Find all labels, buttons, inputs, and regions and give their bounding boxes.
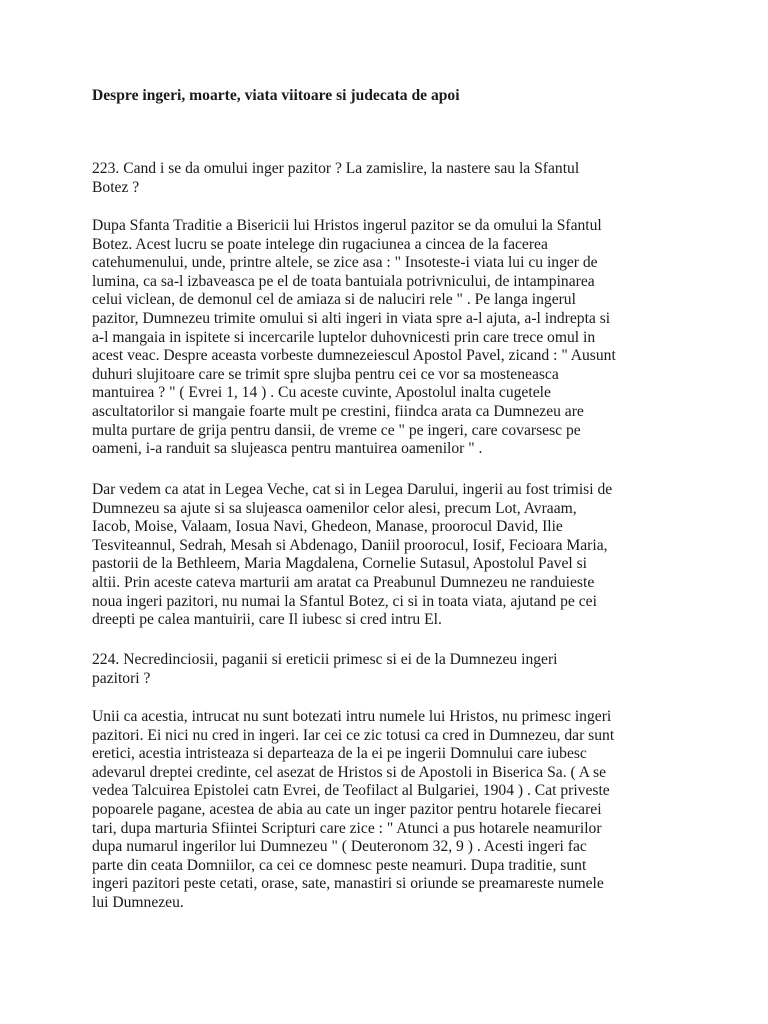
text-line: acest veac. Despre aceasta vorbeste dumnezeiescul Apostol Pavel, zicand : " Ausunt	[92, 347, 616, 365]
text-line: 223. Cand i se da omului inger pazitor ? La zamislire, la nastere sau la Sfantul	[92, 160, 580, 177]
text-line: Dar vedem ca atat in Legea Veche, cat si in Legea Darului, ingerii au fost trimisi de	[92, 481, 613, 498]
text-line: duhuri slujitoare care se trimit spre slujba pentru cei ce vor sa mosteneasca	[92, 365, 559, 383]
text-line: mantuirea ? " ( Evrei 1, 14 ) . Cu aceste cuvinte, Apostolul inalta cugetele	[92, 384, 551, 402]
text-line: popoarele pagane, acestea de abia au cate un inger pazitor pentru hotarele fiecarei	[92, 800, 602, 818]
document-title: Despre ingeri, moarte, viata viitoare si judecata de apoi	[92, 87, 460, 104]
text-line: pazitori. Ei nici nu cred in ingeri. Iar cei ce zic totusi ca cred in Dumnezeu, dar sunt	[92, 726, 615, 744]
text-line: a-l mangaia in ispitete si incercarile luptelor duhovnicesti prin care trece omul in	[92, 328, 596, 346]
text-line: Tesviteannul, Sedrah, Mesah si Abdenago, Daniil proorocul, Iosif, Fecioara Maria,	[92, 536, 608, 554]
text-line: pazitori ?	[92, 669, 151, 687]
text-line: Iacob, Moise, Valaam, Iosua Navi, Ghedeon, Manase, proorocul David, Ilie	[92, 518, 563, 536]
text-line: Botez ?	[92, 178, 140, 196]
text-line: 224. Necredinciosii, paganii si ereticii primesc si ei de la Dumnezeu ingeri	[92, 651, 558, 668]
text-line: dreepti pe calea mantuirii, care Il iubesc si cred intru El.	[92, 611, 442, 629]
text-line: altii. Prin aceste cateva marturii am aratat ca Preabunul Dumnezeu ne randuieste	[92, 573, 595, 591]
text-line: Botez. Acest lucru se poate intelege din rugaciunea a cincea de la facerea	[92, 235, 548, 253]
text-line: dupa numarul ingerilor lui Dumnezeu " ( Deuteronom 32, 9 ) . Acesti ingeri fac	[92, 838, 587, 856]
text-line: Unii ca acestia, intrucat nu sunt botezati intru numele lui Hristos, nu primesc ingeri	[92, 708, 612, 725]
question-223	[92, 160, 692, 197]
question-224	[92, 651, 692, 688]
text-line: ascultatorilor si mangaie foarte mult pe crestini, fiindca arata ca Dumnezeu are	[92, 402, 584, 420]
text-line: parte din ceata Domniilor, ca cei ce domnesc peste neamuri. Dupa traditie, sunt	[92, 856, 587, 874]
text-line: vedea Talcuirea Epistolei catn Evrei, de Teofilact al Bulgariei, 1904 ) . Cat priveste	[92, 782, 610, 800]
text-line: oameni, i-a randuit sa slujeasca pentru mantuirea oamenilor " .	[92, 440, 483, 458]
text-line: adevarul dreptei credinte, cel asezat de Hristos si de Apostoli in Biserica Sa. ( A se	[92, 763, 607, 781]
text-line: catehumenului, unde, printre altele, se zice asa : " Insoteste-i viata lui cu inger de	[92, 254, 598, 272]
text-line: lui Dumnezeu.	[92, 893, 184, 911]
text-line: pazitor, Dumnezeu trimite omului si alti ingeri in viata spre a-l ajuta, a-l indrepta si	[92, 309, 611, 327]
text-line: Dupa Sfanta Traditie a Bisericii lui Hristos ingerul pazitor se da omului la Sfantul	[92, 217, 602, 234]
answer-223-paragraph-1	[92, 217, 692, 459]
text-line: Dumnezeu sa ajute si sa slujeasca oamenilor celor alesi, precum Lot, Avraam,	[92, 499, 577, 517]
text-line: pastorii de la Bethleem, Maria Magdalena, Cornelie Sutasul, Apostolul Pavel si	[92, 555, 588, 573]
answer-223-paragraph-2	[92, 481, 692, 630]
text-line: multa purtare de grija pentru dansii, de vreme ce " pe ingeri, care covarsesc pe	[92, 421, 581, 439]
text-line: lumina, ca sa-l izbaveasca pe el de toata bantuiala potrivnicului, de intampinarea	[92, 272, 595, 290]
text-line: noua ingeri pazitori, nu numai la Sfantul Botez, ci si in toata viata, ajutand pe cei	[92, 592, 597, 610]
text-line: eretici, acestia intristeaza si departeaza de la ei pe ingerii Domnului care iubesc	[92, 745, 587, 763]
answer-224-paragraph	[92, 708, 692, 913]
text-line: tari, dupa marturia Sfiintei Scripturi care zice : " Atunci a pus hotarele neamurilor	[92, 819, 602, 837]
text-line: ingeri pazitori peste cetati, orase, sate, manastiri si oriunde se preamareste numele	[92, 875, 604, 893]
text-line: celui viclean, de demonul cel de amiaza si de naluciri rele " . Pe langa ingerul	[92, 291, 576, 309]
